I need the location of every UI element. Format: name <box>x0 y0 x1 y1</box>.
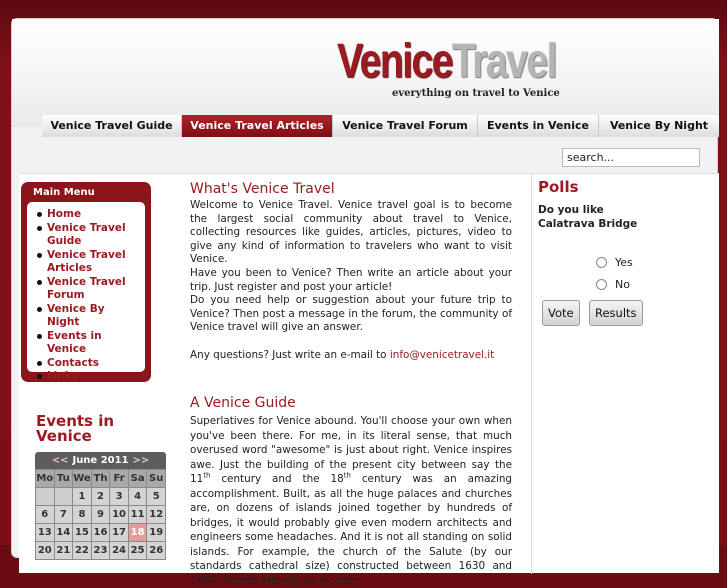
calendar-day[interactable]: 23 <box>92 542 110 559</box>
header <box>12 19 719 127</box>
menu-item-links[interactable]: Links <box>35 370 139 384</box>
article-paragraph-3: Do you need help or suggestion about your future trip to Venice? Then post a message in the forum, the community of Venice travel will give an answer. <box>190 294 512 334</box>
calendar-dow: Sa <box>129 470 147 487</box>
poll-option-no[interactable] <box>596 278 630 291</box>
calendar-day[interactable]: 9 <box>92 506 110 523</box>
calendar-day[interactable]: 3 <box>110 488 128 505</box>
menu-item-events-in-venice[interactable]: Events in Venice <box>35 330 139 357</box>
poll-option-yes[interactable] <box>596 256 633 269</box>
calendar-day[interactable]: 12 <box>147 506 165 523</box>
calendar-dow: Th <box>92 470 110 487</box>
calendar-day[interactable]: 25 <box>129 542 147 559</box>
calendar-next-button[interactable]: >> <box>132 455 150 466</box>
site-logo[interactable] <box>337 37 556 87</box>
calendar-day[interactable]: 19 <box>147 524 165 541</box>
nav-venice-travel-guide[interactable]: Venice Travel Guide <box>42 115 182 137</box>
menu-item-venice-travel-articles[interactable]: Venice Travel Articles <box>35 249 139 276</box>
menu-item-venice-by-night[interactable]: Venice By Night <box>35 303 139 330</box>
guide-text-b: century and the 18 <box>210 473 344 485</box>
radio-yes[interactable] <box>596 257 607 268</box>
menu-item-venice-travel-forum[interactable]: Venice Travel Forum <box>35 276 139 303</box>
calendar-prev-button[interactable]: << <box>51 455 69 466</box>
calendar-dow: Tu <box>55 470 73 487</box>
main-menu <box>21 182 151 382</box>
content-area <box>19 173 719 587</box>
contact-email-link[interactable]: info@venicetravel.it <box>389 348 495 361</box>
poll-option-no-label: No <box>615 278 630 291</box>
poll-option-yes-label: Yes <box>615 256 633 269</box>
site-tagline: everything on travel to Venice <box>392 88 560 99</box>
calendar-dow: Fr <box>110 470 128 487</box>
article-paragraph-1: Welcome to Venice Travel. Venice travel goal is to become the largest social community about travel to Venice, collecting resources like guides, articles, pictures, video to give any kind of information to travelers who want to visit Venice. <box>190 199 512 266</box>
calendar-day[interactable]: 18 <box>129 524 147 541</box>
nav-events-in-venice[interactable]: Events in Venice <box>478 115 599 137</box>
logo-venice: Venice <box>337 35 452 88</box>
calendar-day[interactable]: 26 <box>147 542 165 559</box>
events-calendar <box>35 452 166 560</box>
calendar-day[interactable]: 4 <box>129 488 147 505</box>
calendar-dow: We <box>73 470 91 487</box>
logo-travel: Travel <box>451 35 556 88</box>
calendar-empty-cell <box>36 488 54 505</box>
calendar-day[interactable]: 13 <box>36 524 54 541</box>
search-input[interactable]: search... <box>562 148 700 167</box>
nav-venice-by-night[interactable]: Venice By Night <box>599 115 719 137</box>
calendar-day[interactable]: 2 <box>92 488 110 505</box>
main-menu-box <box>27 202 145 382</box>
calendar-day[interactable]: 14 <box>55 524 73 541</box>
guide-sup-1: th <box>203 471 211 480</box>
calendar-dow: Su <box>147 470 165 487</box>
calendar-day[interactable]: 6 <box>36 506 54 523</box>
article-paragraph-4 <box>190 349 512 363</box>
calendar-day[interactable]: 10 <box>110 506 128 523</box>
nav-venice-travel-articles[interactable]: Venice Travel Articles <box>182 115 333 137</box>
events-title: Events in Venice <box>36 412 115 445</box>
main-menu-title: Main Menu <box>33 187 95 198</box>
calendar-day[interactable]: 1 <box>73 488 91 505</box>
calendar-day[interactable]: 8 <box>73 506 91 523</box>
guide-title: A Venice Guide <box>190 395 296 411</box>
calendar-day[interactable]: 15 <box>73 524 91 541</box>
page-container <box>11 18 718 587</box>
calendar-month: June 2011 <box>72 455 129 466</box>
calendar-day[interactable]: 11 <box>129 506 147 523</box>
intro-article <box>190 180 512 363</box>
calendar-empty-cell <box>55 488 73 505</box>
calendar-day[interactable]: 24 <box>110 542 128 559</box>
polls-panel <box>531 174 711 574</box>
guide-text-a: Superlatives for Venice abound. You'll choose your own when you've been there. For me, in its literal sense, that much overused word "awesome" is just about right. Venice inspires awe. Just the building of the present city between say the 11 <box>190 415 512 485</box>
calendar-day[interactable]: 20 <box>36 542 54 559</box>
guide-text-c: century was an amazing accomplishment. Built, as all the huge palaces and churches are, on dozens of islands joined together by hundreds of bridges, it would probably give even modern architects and engineers some headaches. And it is not all standing on solid islands. For example, the church of the Salute (by our standards cathedral size) constructed between 1630 and 1687, stands entirely on wooden <box>190 473 513 587</box>
calendar-dow: Mo <box>36 470 54 487</box>
menu-item-venice-travel-guide[interactable]: Venice Travel Guide <box>35 222 139 249</box>
vote-button[interactable]: Vote <box>542 300 580 326</box>
calendar-day[interactable]: 17 <box>110 524 128 541</box>
polls-title: Polls <box>538 178 579 196</box>
calendar-day[interactable]: 16 <box>92 524 110 541</box>
calendar-day[interactable]: 21 <box>55 542 73 559</box>
article-title: What's Venice Travel <box>190 181 335 197</box>
poll-question: Do you like Calatrava Bridge <box>538 204 638 230</box>
calendar-day[interactable]: 5 <box>147 488 165 505</box>
calendar-day[interactable]: 7 <box>55 506 73 523</box>
guide-sup-2: th <box>343 471 351 480</box>
article-paragraph-2: Have you been to Venice? Then write an article about your trip. Just register and post your article! <box>190 266 512 293</box>
calendar-day[interactable]: 22 <box>73 542 91 559</box>
calendar-grid <box>35 469 166 560</box>
calendar-header <box>35 452 166 469</box>
results-button[interactable]: Results <box>589 300 643 326</box>
menu-item-contacts[interactable]: Contacts <box>35 357 139 371</box>
guide-text <box>190 414 512 588</box>
radio-no[interactable] <box>596 279 607 290</box>
top-nav <box>42 115 719 137</box>
menu-item-home[interactable]: Home <box>35 208 139 222</box>
contact-text: Any questions? Just write an e-mail to <box>190 348 390 361</box>
nav-venice-travel-forum[interactable]: Venice Travel Forum <box>333 115 478 137</box>
